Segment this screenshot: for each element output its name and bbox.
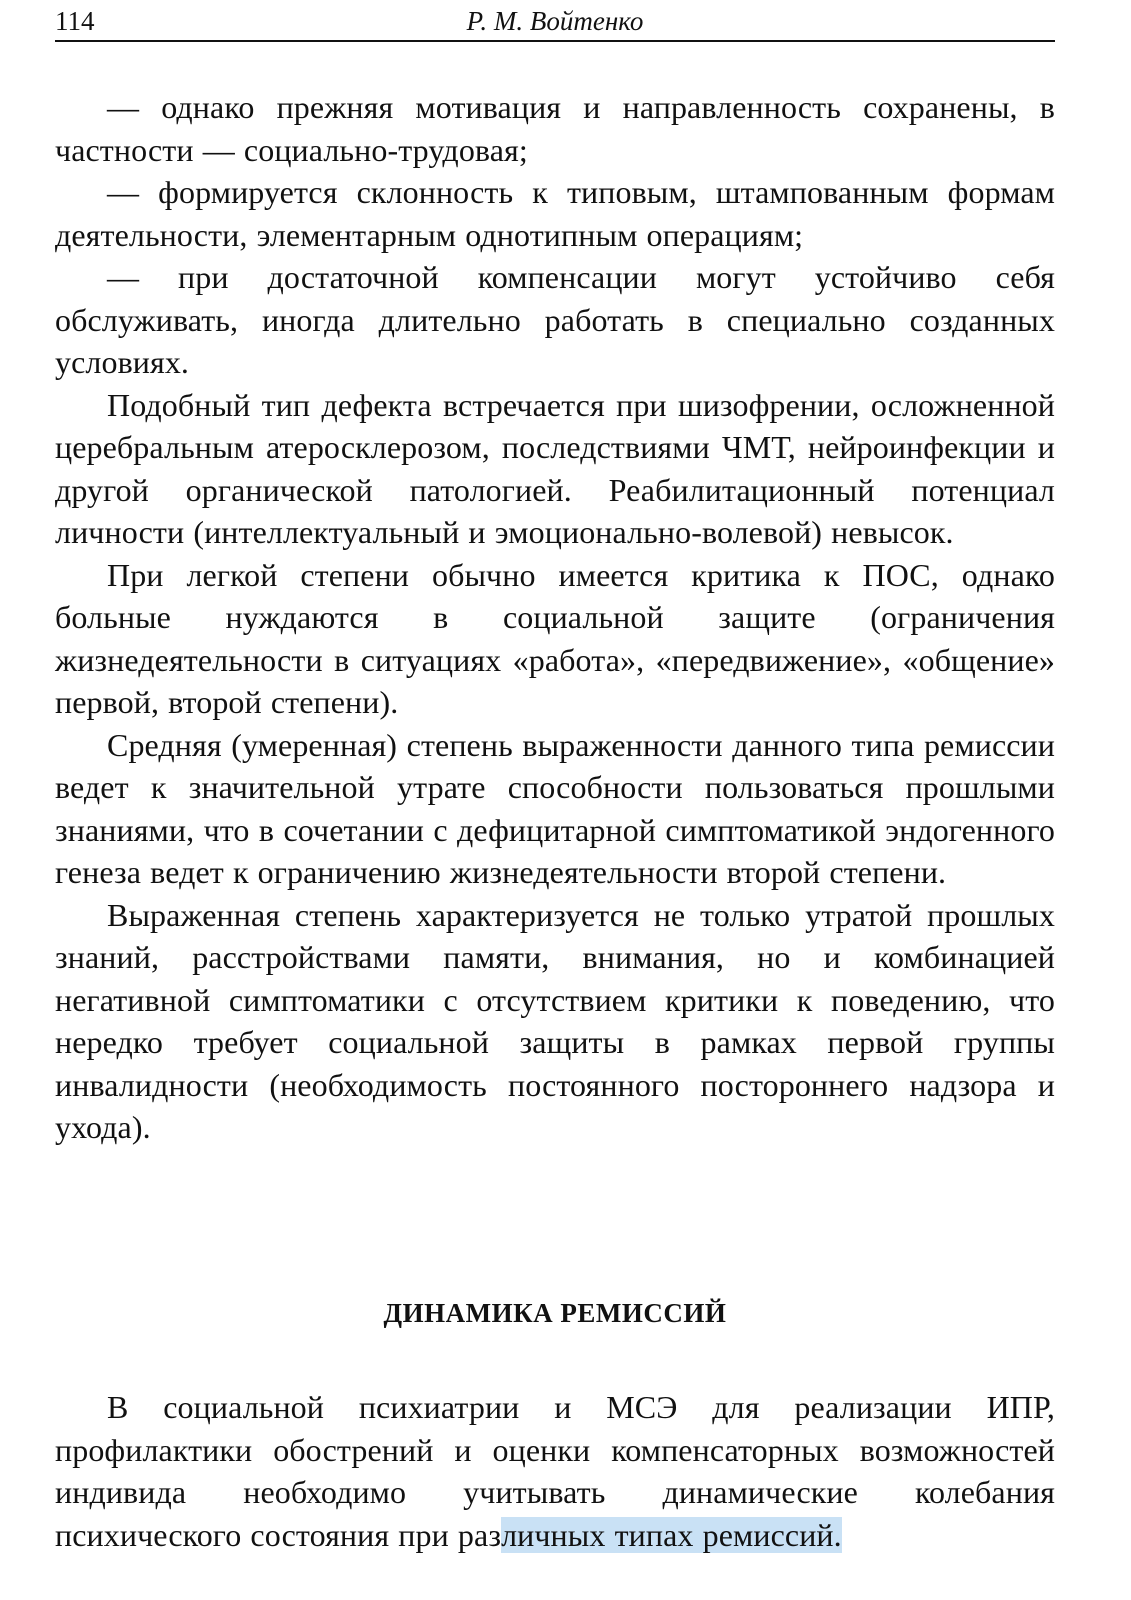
paragraph-moderate-degree: Средняя (умеренная) степень выраженности данного типа ремиссии ведет к значительной утрате способности пользоваться прошлыми знаниями, что в сочетании с дефицитарной симптоматикой эндогенного генеза ведет к ограничению жизнедеятельности второй степени.: [55, 726, 1055, 890]
paragraph-dash-3: — при достаточной компенсации могут устойчиво себя обслуживать, иногда длительно работать в специально созданных условиях.: [55, 259, 1055, 380]
text-selection-highlight: личных типах ремиссий.: [501, 1516, 842, 1553]
running-header: [55, 4, 1055, 42]
body-text: [55, 86, 1055, 1149]
paragraph-remission-dynamics: [55, 1386, 1055, 1556]
paragraph-text: В социальной психиатрии и МСЭ для реализации ИПР, профилактики обострений и оценки компенсаторных возможностей индивида необходимо учитывать динамические колебания психического состояния при раз: [55, 1389, 1055, 1553]
paragraph-dash-1: — однако прежняя мотивация и направленность сохранены, в частности — социально-трудовая;: [55, 89, 1055, 168]
paragraph-mild-degree: При легкой степени обычно имеется критика к ПОС, однако больные нуждаются в социальной защите (ограничения жизнедеятельности в ситуациях «работа», «передвижение», «общение» первой, второй степени).: [55, 556, 1055, 720]
page-number: 114: [55, 6, 95, 36]
section-heading: ДИНАМИКА РЕМИССИЙ: [383, 1298, 727, 1328]
paragraph-defect-type: Подобный тип дефекта встречается при шизофрении, осложненной церебральным атеросклерозом, последствиями ЧМТ, нейроинфекции и другой органической патологией. Реабилитационный потенциал личности (интеллектуальный и эмоционально-волевой) невысок.: [55, 386, 1055, 550]
section-body: [55, 1386, 1055, 1556]
document-page: [55, 0, 1055, 1600]
paragraph-severe-degree: Выраженная степень характеризуется не только утратой прошлых знаний, расстройствами памяти, внимания, но и комбинацией негативной симптоматики с отсутствием критики к поведению, что нередко требует социальной защиты в рамках первой группы инвалидности (необходимость постоянного постороннего надзора и ухода).: [55, 896, 1055, 1145]
header-author: Р. М. Войтенко: [466, 6, 644, 36]
paragraph-dash-2: — формируется склонность к типовым, штампованным формам деятельности, элементарным однотипным операциям;: [55, 174, 1055, 253]
